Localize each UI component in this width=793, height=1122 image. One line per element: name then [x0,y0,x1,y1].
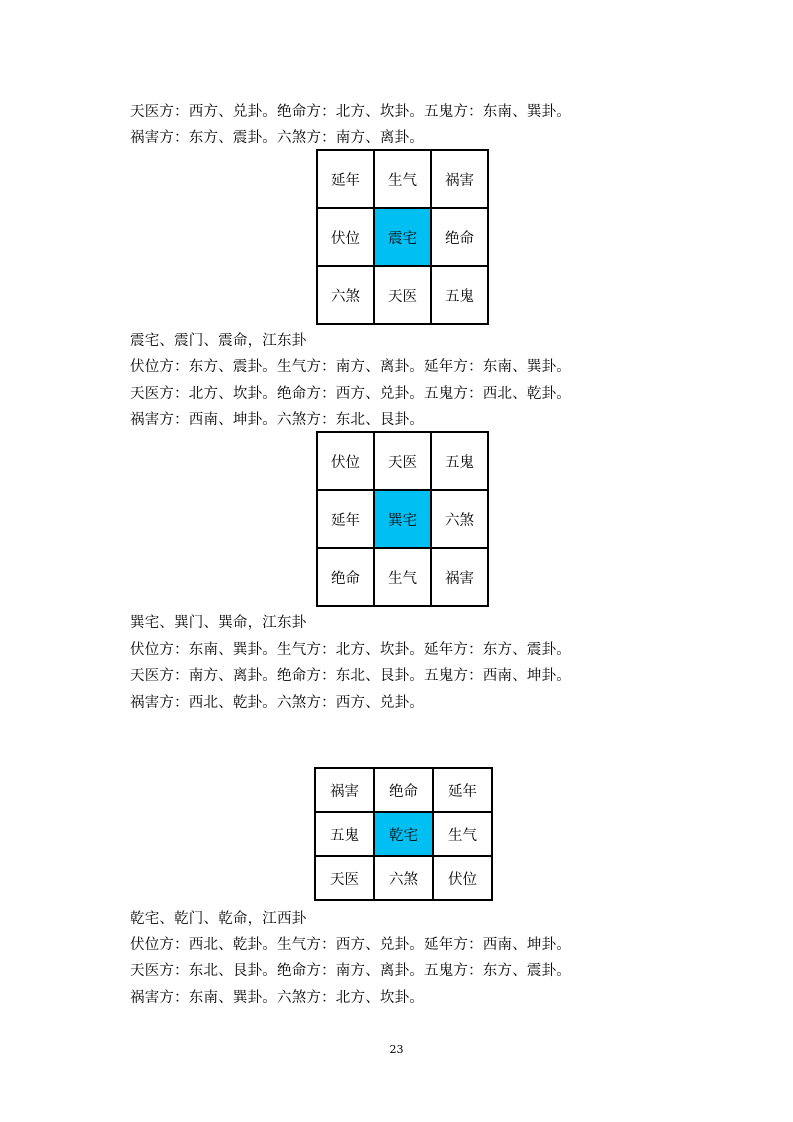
grid-cell: 延年 [317,490,374,548]
bagua-grid-qian [314,767,493,901]
text-line: 祸害方：东南、巽卦。六煞方：北方、坎卦。 [130,990,424,1006]
grid-cell: 六煞 [431,490,488,548]
text-line: 祸害方：东方、震卦。六煞方：南方、离卦。 [130,130,424,146]
section-heading: 震宅、震门、震命，江东卦 [130,333,307,349]
grid-cell: 生气 [374,150,431,208]
grid-cell: 绝命 [374,768,433,812]
bagua-grid-zhen [316,149,489,325]
grid-center-cell: 震宅 [374,208,431,266]
page-number: 23 [389,1043,404,1056]
grid-cell: 祸害 [431,150,488,208]
text-line: 天医方：西方、兑卦。绝命方：北方、坎卦。五鬼方：东南、巽卦。 [130,104,571,120]
grid-center-cell: 乾宅 [374,812,433,856]
grid-cell: 六煞 [374,856,433,900]
grid-cell: 天医 [315,856,374,900]
text-line: 祸害方：西南、坤卦。六煞方：东北、艮卦。 [130,412,424,428]
grid-cell: 伏位 [433,856,492,900]
grid-cell: 生气 [374,548,431,606]
grid-cell: 五鬼 [315,812,374,856]
grid-cell: 祸害 [431,548,488,606]
grid-cell: 绝命 [317,548,374,606]
grid-cell: 生气 [433,812,492,856]
grid-cell: 天医 [374,432,431,490]
grid-center-cell: 巽宅 [374,490,431,548]
grid-cell: 五鬼 [431,432,488,490]
section-heading: 乾宅、乾门、乾命，江西卦 [130,911,307,927]
grid-cell: 伏位 [317,208,374,266]
text-line: 天医方：北方、坎卦。绝命方：西方、兑卦。五鬼方：西北、乾卦。 [130,386,571,402]
grid-cell: 六煞 [317,266,374,324]
grid-cell: 延年 [317,150,374,208]
grid-cell: 五鬼 [431,266,488,324]
grid-cell: 祸害 [315,768,374,812]
text-line: 伏位方：东南、巽卦。生气方：北方、坎卦。延年方：东方、震卦。 [130,642,571,658]
text-line: 天医方：东北、艮卦。绝命方：南方、离卦。五鬼方：东方、震卦。 [130,963,571,979]
grid-cell: 天医 [374,266,431,324]
text-line: 天医方：南方、离卦。绝命方：东北、艮卦。五鬼方：西南、坤卦。 [130,668,571,684]
section-heading: 巽宅、巽门、巽命，江东卦 [130,615,307,631]
text-line: 伏位方：西北、乾卦。生气方：西方、兑卦。延年方：西南、坤卦。 [130,937,571,953]
text-line: 伏位方：东方、震卦。生气方：南方、离卦。延年方：东南、巽卦。 [130,359,571,375]
grid-cell: 绝命 [431,208,488,266]
bagua-grid-xun [316,431,489,607]
grid-cell: 延年 [433,768,492,812]
grid-cell: 伏位 [317,432,374,490]
text-line: 祸害方：西北、乾卦。六煞方：西方、兑卦。 [130,695,424,711]
